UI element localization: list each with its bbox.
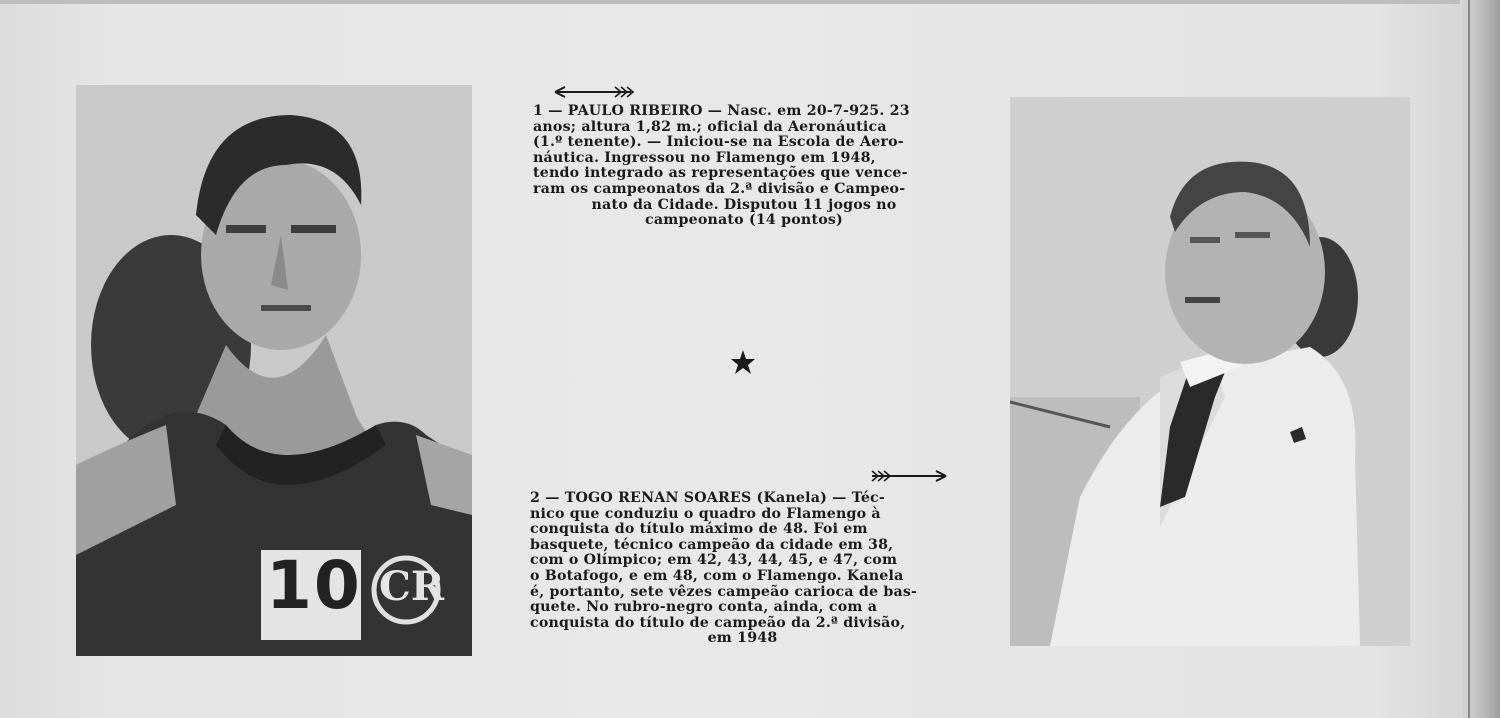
entry-2-line: em 1948: [707, 630, 778, 647]
entry-2-line: com o Olímpico; em 42, 43, 44, 45, e 47, com: [530, 552, 898, 569]
entry-2-caption: [530, 491, 955, 647]
entry-2-line: basquete, técnico campeão da cidade em 38,: [530, 536, 894, 553]
coach-portrait: [1010, 97, 1410, 646]
page-binding-edge: [1460, 0, 1500, 718]
coach-photo: [1010, 97, 1410, 646]
entry-1-line: anos; altura 1,82 m.; oficial da Aeronáutica: [533, 118, 887, 135]
page-fold-line: [1468, 0, 1470, 718]
entry-1-line: tendo integrado as representações que vence-: [533, 165, 908, 182]
entry-2-line: 2 — TOGO RENAN SOARES (Kanela) — Téc-: [530, 490, 885, 506]
entry-1-line: ram os campeonatos da 2.ª divisão e Campeo-: [533, 180, 906, 197]
page-top-edge: [0, 0, 1500, 4]
entry-1-line: 1 — PAULO RIBEIRO — Nasc. em 20-7-925. 23: [533, 103, 910, 119]
jersey-number: 10: [266, 547, 362, 624]
arrow-left-icon: [551, 84, 636, 100]
player-photo: [76, 85, 472, 656]
entry-2-line: conquista do título de campeão da 2.ª divisão,: [530, 614, 906, 631]
flamengo-crest: CR: [379, 563, 445, 610]
star-icon: [730, 349, 756, 375]
arrow-right-icon: [870, 468, 950, 484]
entry-1-line: náutica. Ingressou no Flamengo em 1948,: [533, 149, 876, 166]
entry-1-line: campeonato (14 pontos): [645, 212, 843, 229]
entry-1-caption: [533, 104, 955, 229]
entry-1-line: nato da Cidade. Disputou 11 jogos no: [591, 196, 897, 213]
entry-2-line: é, portanto, sete vêzes campeão carioca de bas-: [530, 583, 918, 600]
entry-2-line: quete. No rubro-negro conta, ainda, com a: [530, 599, 878, 616]
entry-2-line: o Botafogo, e em 48, com o Flamengo. Kanela: [530, 567, 904, 584]
entry-1-line: (1.º tenente). — Iniciou-se na Escola de Aero-: [533, 134, 904, 151]
entry-2-line: conquista do título máximo de 48. Foi em: [530, 521, 868, 538]
entry-2-line: nico que conduziu o quadro do Flamengo à: [530, 505, 881, 522]
